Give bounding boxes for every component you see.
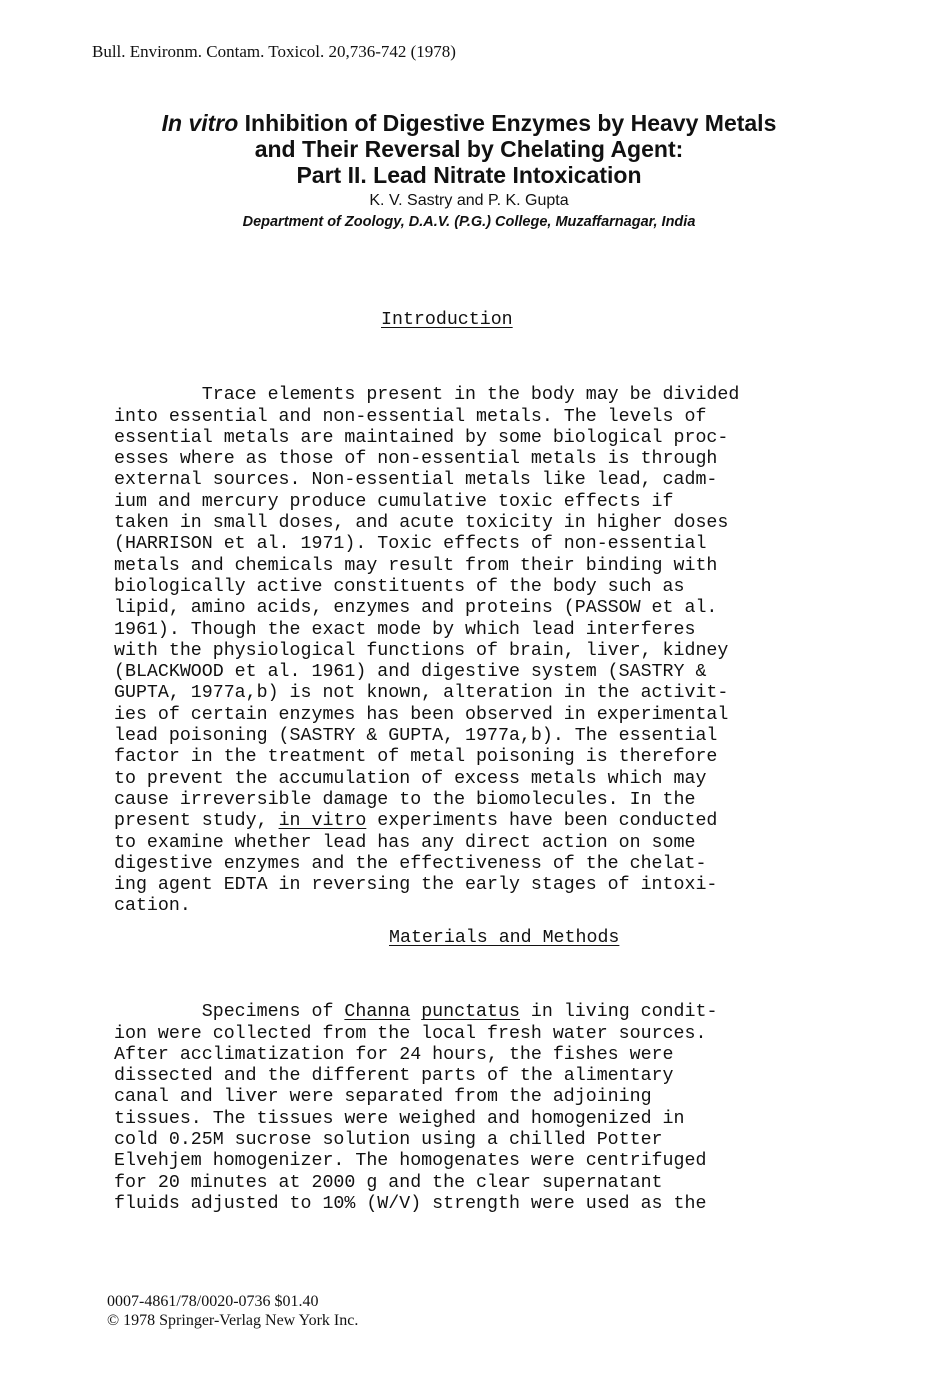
intro-line: lipid, amino acids, enzymes and proteins (PASSOW et al. [114,598,718,619]
footer-code: 0007-4861/78/0020-0736 $01.40 [107,1293,319,1310]
methods-line: Specimens of Channa punctatus in living condit- [114,1002,718,1023]
methods-line: ion were collected from the local fresh water sources. [114,1023,707,1044]
intro-line: ing agent EDTA in reversing the early stages of intoxi- [114,875,718,896]
methods-line: cold 0.25M sucrose solution using a chilled Potter [114,1130,663,1151]
intro-line: esses where as those of non-essential metals is through [114,449,718,470]
intro-line: lead poisoning (SASTRY & GUPTA, 1977a,b). The essential [114,726,718,747]
intro-line: essential metals are maintained by some biological proc- [114,427,729,448]
intro-line: GUPTA, 1977a,b) is not known, alteration in the activit- [114,683,729,704]
intro-line: 1961). Though the exact mode by which lead interferes [114,619,696,640]
methods-line: fluids adjusted to 10% (W/V) strength were used as the [114,1193,707,1214]
intro-line: ies of certain enzymes has been observed in experimental [114,704,729,725]
affiliation: Department of Zoology, D.A.V. (P.G.) College, Muzaffarnagar, India [242,214,696,230]
introduction-heading: Introduction [381,310,513,330]
intro-line: into essential and non-essential metals. The levels of [114,406,707,427]
methods-line: for 20 minutes at 2000 g and the clear supernatant [114,1172,663,1193]
methods-line: After acclimatization for 24 hours, the fishes were [114,1044,674,1065]
title-line3: Part II. Lead Nitrate Intoxication [296,162,642,188]
intro-line: ium and mercury produce cumulative toxic effects if [114,491,674,512]
authors: K. V. Sastry and P. K. Gupta [369,192,569,209]
introduction-body [114,364,739,918]
intro-line: cause irreversible damage to the biomolecules. In the [114,789,696,810]
title-italic: In vitro [161,110,239,136]
intro-line: to prevent the accumulation of excess metals which may [114,768,707,789]
methods-line: dissected and the different parts of the alimentary [114,1066,674,1087]
in-vitro-underlined: in vitro [278,811,367,832]
methods-line: tissues. The tissues were weighed and homogenized in [114,1108,685,1129]
intro-line: factor in the treatment of metal poisoning is therefore [114,747,718,768]
intro-line: (BLACKWOOD et al. 1961) and digestive system (SASTRY & [114,662,707,683]
intro-line: present study, in vitro experiments have been conducted [114,811,718,832]
paper-title [0,110,938,188]
title-line2: and Their Reversal by Chelating Agent: [254,136,684,162]
intro-line: Trace elements present in the body may be divided [114,385,740,406]
species-underlined: punctatus [421,1002,520,1023]
intro-line: metals and chemicals may result from their binding with [114,555,718,576]
intro-line: digestive enzymes and the effectiveness of the chelat- [114,853,707,874]
intro-line: biologically active constituents of the body such as [114,576,685,597]
genus-underlined: Channa [344,1002,411,1023]
title-line1: Inhibition of Digestive Enzymes by Heavy Metals [238,110,777,136]
journal-citation: Bull. Environm. Contam. Toxicol. 20,736-742 (1978) [92,42,456,61]
intro-line: external sources. Non-essential metals like lead, cadm- [114,470,718,491]
methods-body [114,981,717,1215]
intro-line: taken in small doses, and acute toxicity in higher doses [114,513,729,534]
intro-line: to examine whether lead has any direct action on some [114,832,696,853]
footer-copyright: © 1978 Springer-Verlag New York Inc. [107,1312,359,1329]
title-block [0,110,938,233]
intro-line: cation. [114,896,191,917]
methods-heading: Materials and Methods [389,928,620,948]
intro-line: (HARRISON et al. 1971). Toxic effects of non-essential [114,534,707,555]
methods-line: canal and liver were separated from the adjoining [114,1087,652,1108]
intro-line: with the physiological functions of brain, liver, kidney [114,640,729,661]
footer [107,1292,358,1330]
methods-line: Elvehjem homogenizer. The homogenates were centrifuged [114,1151,707,1172]
